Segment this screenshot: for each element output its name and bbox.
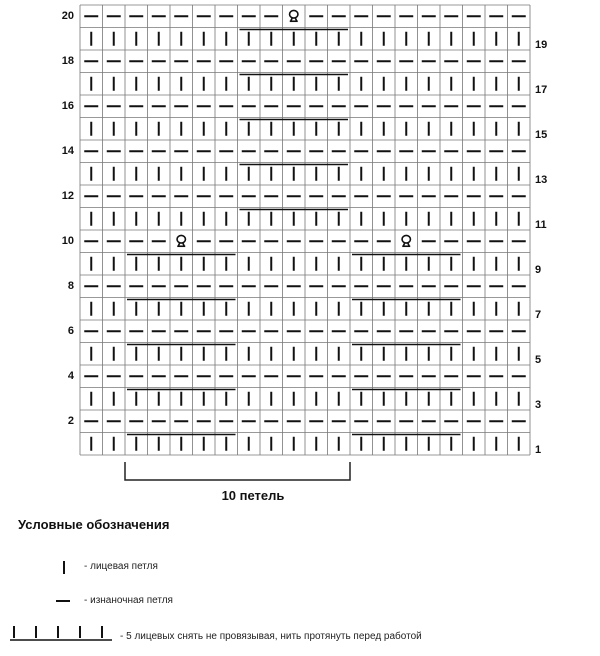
slip-stitch-loop — [177, 235, 185, 243]
row-number-right: 13 — [535, 173, 548, 186]
row-number-left: 12 — [61, 190, 74, 202]
slip-stitch-icon — [177, 235, 185, 246]
row-number-left: 18 — [61, 55, 74, 67]
row-number-left: 2 — [67, 415, 74, 427]
slip-stitch-icon — [290, 10, 298, 21]
repeat-bracket — [125, 462, 350, 480]
slip-stitch-icon — [402, 235, 410, 246]
chart-grid — [80, 5, 530, 455]
row-number-left: 8 — [67, 280, 74, 292]
row-number-left: 4 — [67, 370, 74, 382]
row-number-right: 7 — [535, 308, 542, 321]
row-number-right: 19 — [535, 38, 548, 51]
legend-purl-label: - изнаночная петля — [84, 595, 173, 606]
slip-5-icon — [10, 626, 112, 640]
row-number-left: 16 — [61, 100, 74, 112]
row-number-right: 17 — [535, 83, 548, 96]
slip-stitch-loop — [402, 235, 410, 243]
legend-slip-label: - 5 лицевых снять не провязывая, нить протянуть перед работой — [120, 631, 422, 642]
row-number-right: 3 — [535, 398, 542, 411]
row-number-right: 11 — [535, 218, 547, 231]
row-number-left: 14 — [61, 145, 74, 157]
slip-stitch-loop — [290, 10, 298, 18]
row-number-left: 10 — [61, 235, 74, 247]
row-number-left: 6 — [67, 325, 74, 337]
row-number-right: 1 — [535, 443, 542, 456]
legend-knit-label: - лицевая петля — [84, 561, 158, 572]
row-number-left: 20 — [61, 10, 74, 22]
legend-title: Условные обозначения — [18, 517, 170, 532]
row-number-right: 5 — [535, 353, 542, 366]
repeat-label: 10 петель — [221, 488, 285, 503]
row-number-right: 15 — [535, 128, 548, 141]
row-number-right: 9 — [535, 263, 542, 276]
